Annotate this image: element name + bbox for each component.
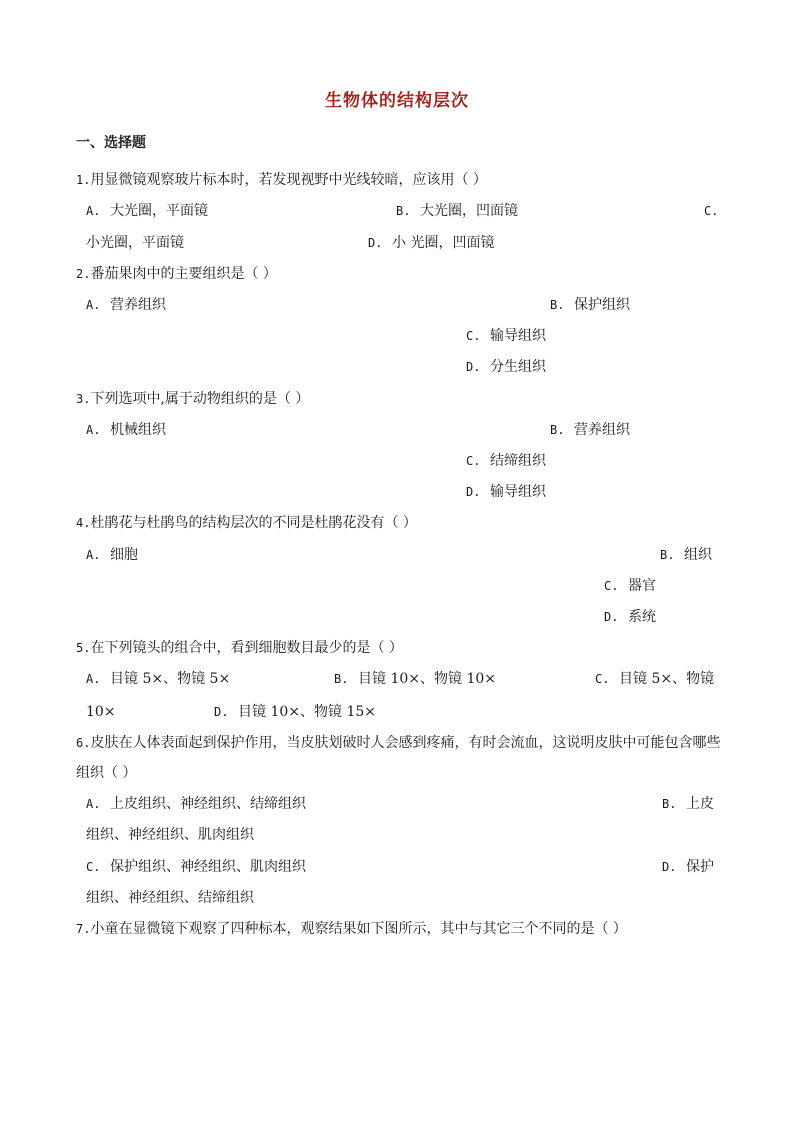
question-2-option-d[interactable]: D. 分生组织 [466,359,546,375]
option-text: 结缔组织 [490,453,546,469]
question-2-option-c[interactable]: C. 输导组织 [466,328,546,344]
option-text: 机械组织 [110,422,166,438]
option-text: 输导组织 [490,484,546,500]
option-text: 大光圈，平面镜 [110,203,208,219]
question-1-option-d[interactable]: D. 小 光圈，凹面镜 [368,235,495,251]
question-3-option-d[interactable]: D. 输导组织 [466,484,546,500]
option-text: 营养组织 [574,422,630,438]
option-text: 目镜 10×、物镜 10× [358,671,496,687]
question-3-number: 3. [76,392,91,406]
option-text: 组织、神经组织、肌肉组织 [86,827,254,843]
option-text: 10× [86,704,116,720]
option-text: 目镜 5×、物镜 [619,671,715,687]
option-text: 器官 [628,578,656,594]
option-text: 组织、神经组织、结缔组织 [86,890,254,906]
page-title: 生物体的结构层次 [325,91,469,111]
option-text: 上皮 [686,796,714,812]
option-text: 大光圈，凹面镜 [420,203,518,219]
question-3-stem [76,389,309,409]
question-6-stem-continued [76,763,136,783]
question-4-option-b[interactable]: B. 组织 [660,547,712,563]
question-4-option-a[interactable]: A. 细胞 [86,547,138,563]
question-6-text-continued: 组织（ ） [76,765,137,781]
option-text: 保护组织、神经组织、肌肉组织 [110,859,306,875]
question-1-number: 1. [76,173,91,187]
question-5-option-c[interactable]: C. 目镜 5×、物镜 [595,671,715,687]
question-4-stem [76,513,417,533]
question-4-text: 杜鹃花与杜鹃鸟的结构层次的不同是杜鹃花没有（ ） [90,515,417,531]
question-2-option-b[interactable]: B. 保护组织 [550,297,630,313]
question-5-text: 在下列镜头的组合中，看到细胞数目最少的是（ ） [90,640,403,656]
option-text: 上皮组织、神经组织、结缔组织 [110,796,306,812]
option-text: 细胞 [110,547,138,563]
question-1-stem [76,170,487,190]
question-6-option-a[interactable]: A. 上皮组织、神经组织、结缔组织 [86,796,306,812]
question-6-option-d-continued[interactable] [86,888,254,908]
question-2-option-a[interactable]: A. 营养组织 [86,297,166,313]
question-6-option-b-continued[interactable] [86,825,254,845]
option-text: 分生组织 [490,359,546,375]
question-6-option-b[interactable]: B. 上皮 [662,796,714,812]
option-text: 小 光圈，凹面镜 [392,235,495,251]
question-6-stem [76,733,720,753]
section-heading: 一、选择题 [76,135,146,151]
question-7-stem [76,919,627,939]
question-5-number: 5. [76,641,91,655]
option-text: 目镜 5×、物镜 5× [110,671,231,687]
question-3-option-c[interactable]: C. 结缔组织 [466,453,546,469]
question-4-option-d[interactable]: D. 系统 [604,609,656,625]
option-text: 保护组织 [574,297,630,313]
question-6-option-c[interactable]: C. 保护组织、神经组织、肌肉组织 [86,859,306,875]
question-3-option-a[interactable]: A. 机械组织 [86,422,166,438]
question-4-number: 4. [76,516,91,530]
option-text: 输导组织 [490,328,546,344]
question-5-stem [76,638,403,658]
question-6-option-d[interactable]: D. 保护 [662,859,714,875]
option-text: 系统 [628,609,656,625]
question-5-option-d[interactable]: D. 目镜 10×、物镜 15× [214,704,376,720]
question-6-number: 6. [76,736,91,750]
question-3-text: 下列选项中,属于动物组织的是（ ） [90,391,310,407]
question-1-option-c-letter[interactable] [704,201,728,221]
question-5-option-c-continued[interactable] [86,702,116,722]
question-7-number: 7. [76,922,91,936]
question-2-number: 2. [76,267,91,281]
option-text: 目镜 10×、物镜 15× [238,704,376,720]
question-2-stem [76,264,277,284]
question-3-option-b[interactable]: B. 营养组织 [550,422,630,438]
option-text: 组织 [684,547,712,563]
question-5-option-b[interactable]: B. 目镜 10×、物镜 10× [334,671,496,687]
question-4-option-c[interactable]: C. 器官 [604,578,656,594]
question-1-option-c[interactable] [86,233,184,253]
question-7-text: 小童在显微镜下观察了四种标本，观察结果如下图所示，其中与其它三个不同的是（ ） [90,921,627,937]
option-text: 小光圈，平面镜 [86,235,184,251]
option-text: 保护 [686,859,714,875]
option-letter: C. [704,204,719,218]
question-6-text: 皮肤在人体表面起到保护作用，当皮肤划破时人会感到疼痛，有时会流血，这说明皮肤中可能包含哪些 [90,735,721,751]
question-1-option-b[interactable]: B. 大光圈，凹面镜 [396,203,518,219]
question-1-option-a[interactable]: A. 大光圈，平面镜 [86,203,208,219]
question-2-text: 番茄果肉中的主要组织是（ ） [90,266,277,282]
question-1-text: 用显微镜观察玻片标本时，若发现视野中光线较暗，应该用（ ） [90,172,487,188]
option-text: 营养组织 [110,297,166,313]
question-5-option-a[interactable]: A. 目镜 5×、物镜 5× [86,671,231,687]
